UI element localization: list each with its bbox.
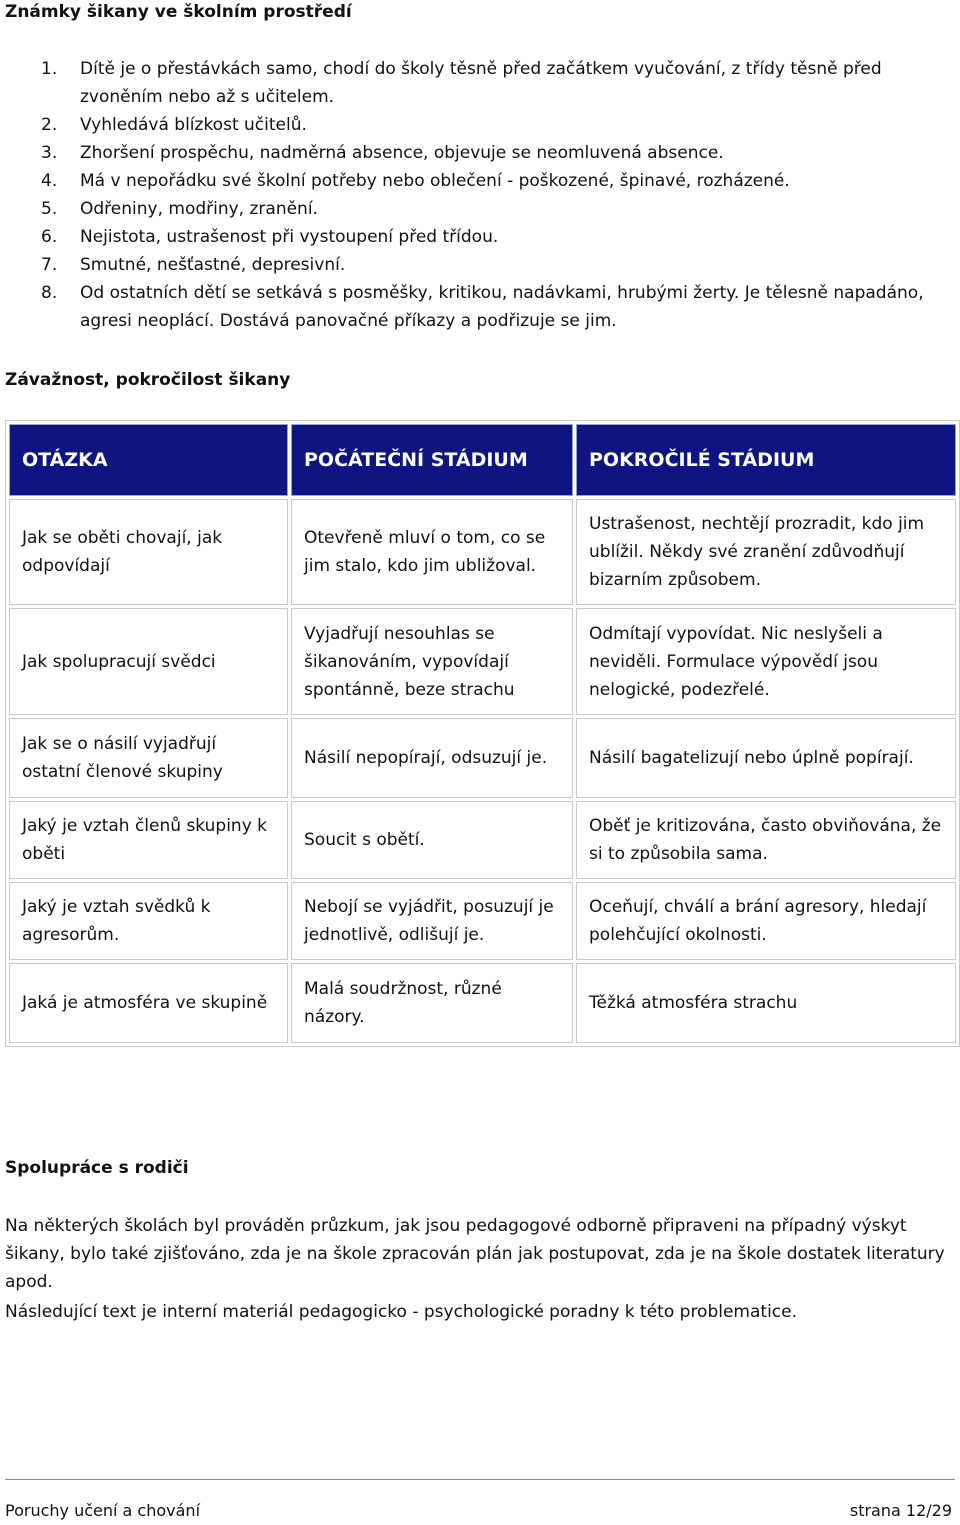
table-cell: Odmítají vypovídat. Nic neslyšeli a neviděli. Formulace výpovědí jsou nelogické, podezřelé. xyxy=(576,608,956,715)
footer-page-number: strana 12/29 xyxy=(849,1501,952,1520)
list-text: Zhoršení prospěchu, nadměrná absence, objevuje se neomluvená absence. xyxy=(80,143,724,163)
table-cell: Násilí nepopírají, odsuzují je. xyxy=(291,718,573,798)
list-number: 3. xyxy=(41,143,58,163)
list-number: 4. xyxy=(41,171,58,191)
table-cell: Nebojí se vyjádřit, posuzují je jednotlivě, odlišují je. xyxy=(291,882,573,960)
header-advanced-stage: POKROČILÉ STÁDIUM xyxy=(576,424,956,496)
paragraph: Následující text je interní materiál pedagogicko - psychologické poradny k této problematice. xyxy=(5,1302,798,1322)
list-item xyxy=(0,223,955,251)
list-text: Od ostatních dětí se setkává s posměšky, kritikou, nadávkami, hrubými žerty. Je tělesně napadáno, agresi neoplácí. Dostává panovačné příkazy a podřizuje se jim. xyxy=(80,283,924,331)
section-title-signs: Známky šikany ve školním prostředí xyxy=(5,2,352,22)
table-row xyxy=(9,801,956,879)
table-cell: Vyjadřují nesouhlas se šikanováním, vypovídají spontánně, beze strachu xyxy=(291,608,573,715)
list-item xyxy=(0,111,955,139)
table-cell: Jak se oběti chovají, jak odpovídají xyxy=(9,499,288,605)
list-item xyxy=(0,55,955,111)
list-text: Dítě je o přestávkách samo, chodí do školy těsně před začátkem vyučování, z třídy těsně před zvoněním nebo až s učitelem. xyxy=(80,59,882,107)
section-title-parents: Spolupráce s rodiči xyxy=(5,1158,189,1178)
list-item xyxy=(0,195,955,223)
list-number: 2. xyxy=(41,115,58,135)
signs-list xyxy=(0,55,955,335)
list-text: Smutné, nešťastné, depresivní. xyxy=(80,255,346,275)
header-initial-stage: POČÁTEČNÍ STÁDIUM xyxy=(291,424,573,496)
table-cell: Jaká je atmosféra ve skupině xyxy=(9,963,288,1043)
table-row xyxy=(9,882,956,960)
list-number: 5. xyxy=(41,199,58,219)
severity-table xyxy=(5,420,960,1047)
table-cell: Těžká atmosféra strachu xyxy=(576,963,956,1043)
list-number: 7. xyxy=(41,255,58,275)
table-header-row xyxy=(9,424,956,496)
table-cell: Oběť je kritizována, často obviňována, že si to způsobila sama. xyxy=(576,801,956,879)
table-row xyxy=(9,718,956,798)
footer-divider xyxy=(5,1479,955,1480)
paragraph: Na některých školách byl prováděn průzkum, jak jsou pedagogové odborně připraveni na případný výskyt šikany, bylo také zjišťováno, zda je na škole zpracován plán jak postupovat, zda je na škole dostatek literatury apod. xyxy=(5,1216,945,1292)
table-cell: Jaký je vztah členů skupiny k oběti xyxy=(9,801,288,879)
list-item xyxy=(0,279,955,335)
table-row xyxy=(9,499,956,605)
table-cell: Jak se o násilí vyjadřují ostatní členové skupiny xyxy=(9,718,288,798)
table-cell: Otevřeně mluví o tom, co se jim stalo, kdo jim ubližoval. xyxy=(291,499,573,605)
list-number: 6. xyxy=(41,227,58,247)
section-title-severity: Závažnost, pokročilost šikany xyxy=(5,370,291,390)
table-row xyxy=(9,963,956,1043)
table-cell: Oceňují, chválí a brání agresory, hledají polehčující okolnosti. xyxy=(576,882,956,960)
list-number: 1. xyxy=(41,59,58,79)
list-item xyxy=(0,139,955,167)
list-text: Vyhledává blízkost učitelů. xyxy=(80,115,307,135)
table-cell: Soucit s obětí. xyxy=(291,801,573,879)
table-cell: Násilí bagatelizují nebo úplně popírají. xyxy=(576,718,956,798)
table-cell: Jak spolupracují svědci xyxy=(9,608,288,715)
list-text: Má v nepořádku své školní potřeby nebo oblečení - poškozené, špinavé, rozházené. xyxy=(80,171,790,191)
list-number: 8. xyxy=(41,283,58,303)
table-cell: Jaký je vztah svědků k agresorům. xyxy=(9,882,288,960)
table-cell: Ustrašenost, nechtějí prozradit, kdo jim ublížil. Někdy své zranění zdůvodňují bizarním způsobem. xyxy=(576,499,956,605)
list-text: Odřeniny, modřiny, zranění. xyxy=(80,199,318,219)
table-row xyxy=(9,608,956,715)
list-item xyxy=(0,251,955,279)
table-cell: Malá soudržnost, různé názory. xyxy=(291,963,573,1043)
list-text: Nejistota, ustrašenost při vystoupení před třídou. xyxy=(80,227,499,247)
footer-title: Poruchy učení a chování xyxy=(5,1501,201,1520)
header-question: OTÁZKA xyxy=(9,424,288,496)
list-item xyxy=(0,167,955,195)
